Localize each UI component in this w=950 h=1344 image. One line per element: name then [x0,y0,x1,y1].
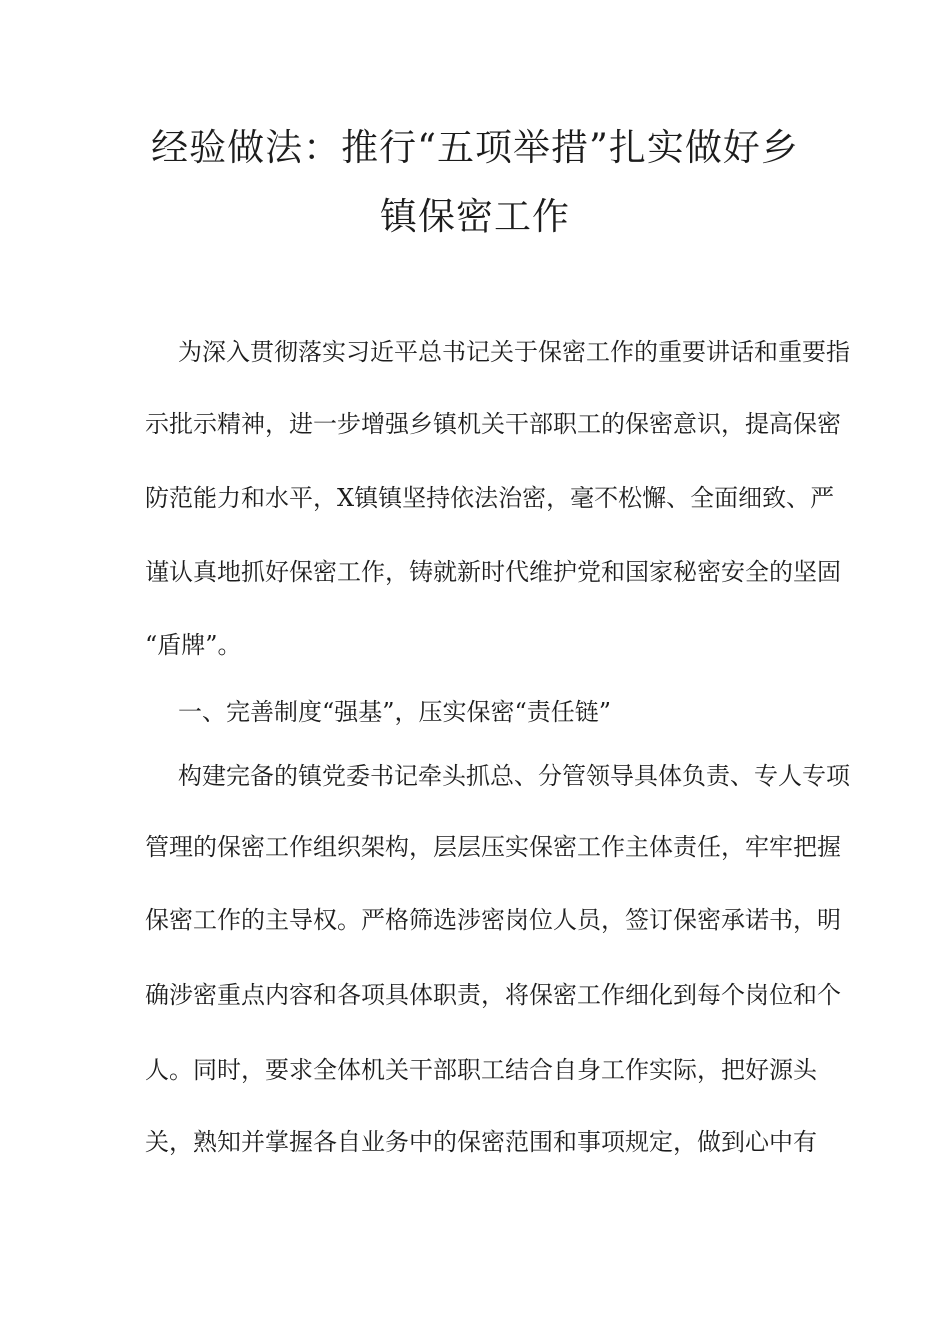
paragraph-1-line-2: 示批示精神，进一步增强乡镇机关干部职工的保密意识，提高保密 [145,410,841,438]
paragraph-2-line-2: 管理的保密工作组织架构，层层压实保密工作主体责任，牢牢把握 [145,833,841,861]
paragraph-2-line-3: 保密工作的主导权。严格筛选涉密岗位人员，签订保密承诺书，明 [145,906,841,934]
paragraph-2-line-5: 人。同时，要求全体机关干部职工结合自身工作实际，把好源头 [145,1056,817,1084]
paragraph-1-line-1: 为深入贯彻落实习近平总书记关于保密工作的重要讲话和重要指 [178,338,850,366]
paragraph-1-line-4: 谨认真地抓好保密工作，铸就新时代维护党和国家秘密安全的坚固 [145,558,841,586]
paragraph-2-line-1: 构建完备的镇党委书记牵头抓总、分管领导具体负责、专人专项 [178,762,850,790]
section-heading-1: 一、完善制度“强基”，压实保密“责任链” [178,698,612,726]
paragraph-2-line-4: 确涉密重点内容和各项具体职责，将保密工作细化到每个岗位和个 [145,981,841,1009]
paragraph-1-line-3: 防范能力和水平，X镇镇坚持依法治密，毫不松懈、全面细致、严 [145,484,835,512]
paragraph-2-line-6: 关，熟知并掌握各自业务中的保密范围和事项规定，做到心中有 [145,1128,817,1156]
document-title-line-2: 镇保密工作 [380,195,570,238]
document-title-line-1: 经验做法：推行“五项举措”扎实做好乡 [151,126,799,169]
paragraph-1-line-5: “盾牌”。 [145,631,242,659]
